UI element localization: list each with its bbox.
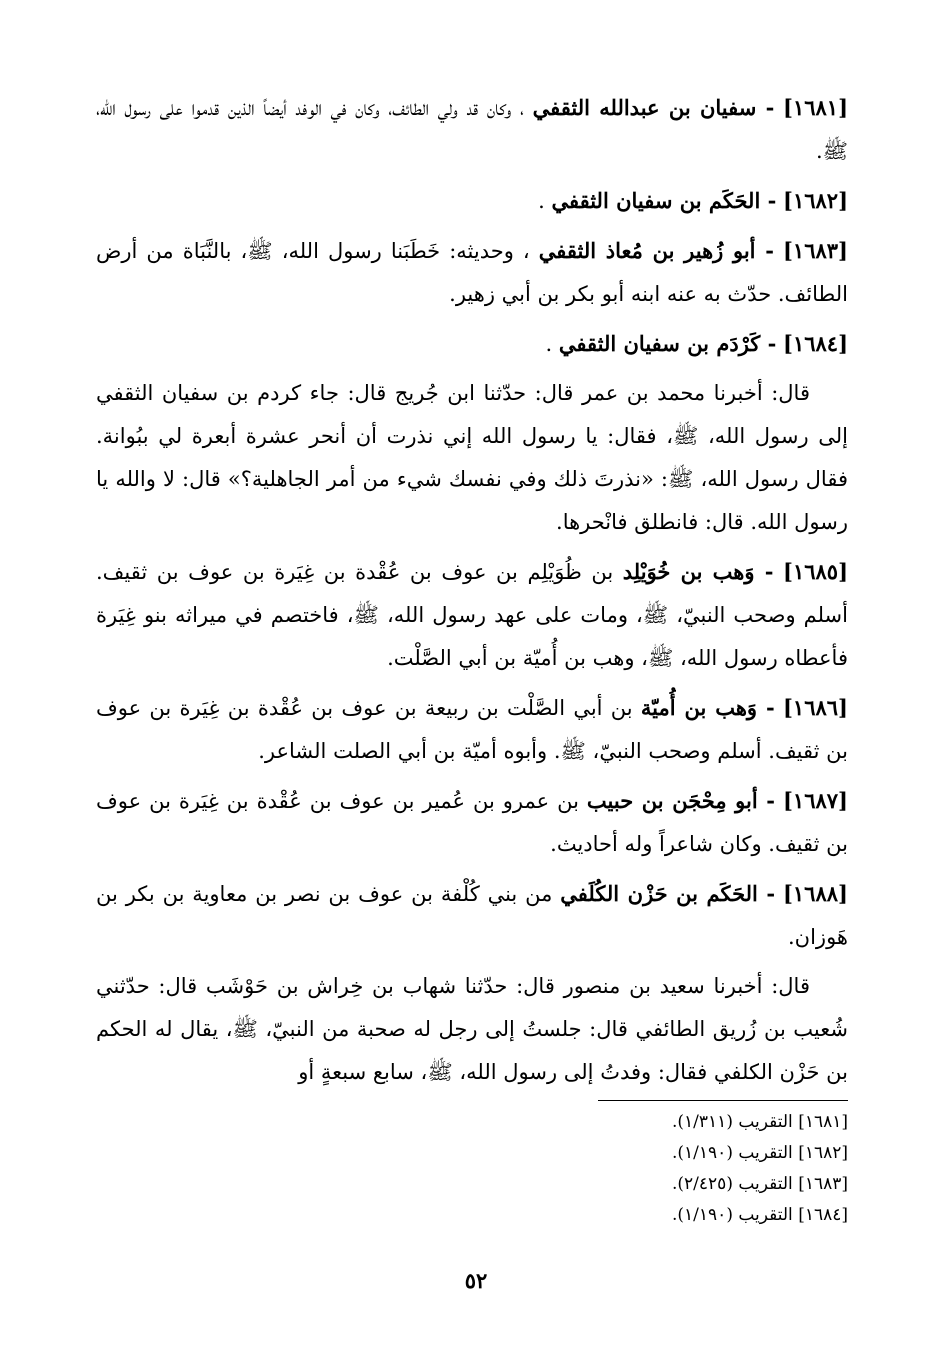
entry-1684 (96, 322, 848, 366)
entry-name: - الحَكَم بن سفيان الثقفي (551, 188, 777, 213)
entry-name: - أبو زُهير بن مُعاذ الثقفي (538, 238, 774, 263)
entry-text: بن ظُوَيْلِم بن عوف بن عُقْدة بن غِيَرة بن عوف بن ثقيف. أسلم وصحب النبيّ، ﷺ، ومات على عهد رسول الله، ﷺ، فاختصم في ميراثه بنو غِيَرة فأعطاه رسول الله، ﷺ، وهب بن أُميّة بن أبي الصَّلْت. (96, 560, 848, 670)
footnotes (96, 1100, 848, 1231)
entry-1683 (96, 229, 848, 316)
entry-number: [١٦٨٥] (783, 559, 848, 584)
narration-paragraph: قال: أخبرنا محمد بن عمر قال: حدّثنا ابن جُريج قال: جاء كردم بن سفيان الثقفي إلى رسول الله، ﷺ، فقال: يا رسول الله إني نذرت أن أنحر عشرة أبعرة لي ببُوانة. فقال رسول الله، ﷺ: «نذرتَ ذلك وفي نفسك شيء من أمر الجاهلية؟» قال: لا والله يا رسول الله. قال: فانطلق فانْحرها. (96, 381, 848, 534)
entry-number: [١٦٨٣] (782, 238, 848, 263)
footnote: [١٦٨٤] التقريب (١/١٩٠). (672, 1205, 848, 1225)
entry-1685 (96, 550, 848, 680)
entry-name: - كَرْدَم بن سفيان الثقفي (558, 331, 777, 356)
entry-number: [١٦٨٧] (782, 788, 848, 813)
entry-text: ، وحديثه: خَطَبَنا رسول الله، ﷺ، بالنَّبَاة من أرض الطائف. حدّث به عنه ابنه أبو بكر بن أبي زهير. (96, 239, 848, 306)
entry-1686 (96, 686, 848, 773)
entry-name: - الحَكَم بن حَزْن الكُلَفي (560, 881, 776, 906)
entry-name: - وَهب بن خُوَيْلِد (622, 559, 774, 584)
footnote: [١٦٨١] التقريب (١/٣١١). (672, 1112, 848, 1132)
entry-number: [١٦٨٨] (782, 881, 848, 906)
entry-1688 (96, 872, 848, 959)
entry-number: [١٦٨٦] (782, 695, 848, 720)
entry-text: . (538, 189, 545, 213)
page-number: ٥٢ (464, 1268, 488, 1293)
entry-number: [١٦٨١] (783, 95, 848, 120)
entry-name: - سفيان بن عبدالله الثقفي (532, 95, 775, 120)
entry-number: [١٦٨٢] (783, 188, 848, 213)
entry-text: من بني كُلْفة بن عوف بن نصر بن معاوية بن بكر بن هَوزان. (96, 882, 848, 949)
narration-paragraph: قال: أخبرنا سعيد بن منصور قال: حدّثنا شهاب بن خِراش بن حَوْشَب قال: حدّثني شُعيب بن زُريق الطائفي قال: جلستُ إلى رجل له صحبة من النبيّ، ﷺ، يقال له الحكم بن حَزْن الكلفي فقال: وفدتُ إلى رسول الله، ﷺ، سابع سبعةٍ أو (96, 974, 848, 1084)
entry-1681 (96, 86, 848, 173)
footnote-divider (598, 1100, 848, 1101)
entry-1687 (96, 779, 848, 866)
entry-text: بن عمرو بن عُمير بن عوف بن عُقْدة بن غِيَرة بن عوف بن ثقيف. وكان شاعراً وله أحاديث. (96, 789, 848, 856)
entry-text: . (545, 332, 553, 356)
entry-name: - وَهب بن أُميّة (640, 695, 775, 720)
entry-1682 (96, 179, 848, 223)
footnote: [١٦٨٢] التقريب (١/١٩٠). (672, 1143, 848, 1163)
entry-text: بن أبي الصَّلْت بن ربيعة بن عوف بن عُقْدة بن غِيَرة بن عوف بن ثقيف. أسلم وصحب النبيّ، ﷺ. وأبوه أميّة بن أبي الصلت الشاعر. (96, 696, 848, 763)
entry-text: ، وكان قد ولي الطائف، وكان في الوفد أيضاً الذين قدموا على رسول الله، ﷺ. (96, 96, 848, 163)
entry-name: - أبو مِحْجَن بن حبيب (586, 788, 776, 813)
entry-number: [١٦٨٤] (783, 331, 848, 356)
page-body (96, 86, 848, 1100)
footnote: [١٦٨٣] التقريب (٢/٤٢٥). (672, 1174, 848, 1194)
